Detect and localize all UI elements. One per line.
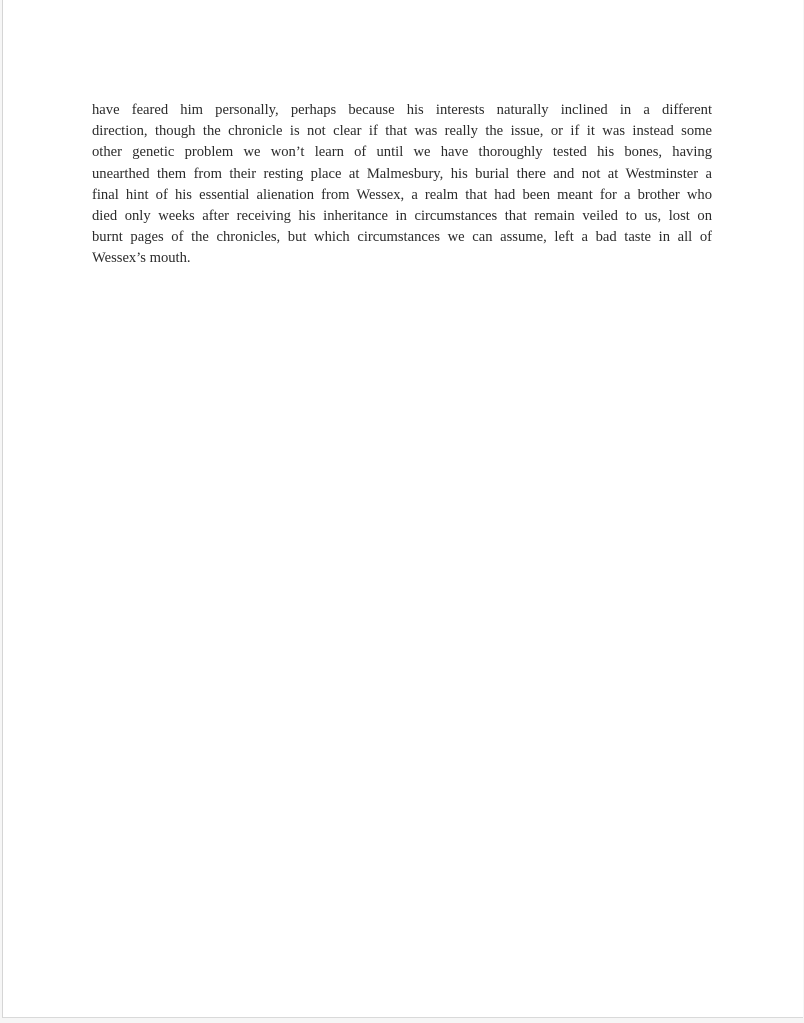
text-line: unearthed them from their resting place at Malmesbury, his burial there and not at Westminster a bbox=[92, 165, 712, 182]
text-line: Wessex’s mouth. bbox=[92, 250, 191, 267]
body-text-paragraph bbox=[92, 100, 712, 270]
text-line: died only weeks after receiving his inheritance in circumstances that remain veiled to us, lost on bbox=[92, 208, 712, 225]
document-page bbox=[2, 0, 803, 1018]
text-line: burnt pages of the chronicles, but which circumstances we can assume, left a bad taste in all of bbox=[92, 229, 712, 246]
text-line: have feared him personally, perhaps because his interests naturally inclined in a different bbox=[92, 102, 712, 118]
text-line: other genetic problem we won’t learn of until we have thoroughly tested his bones, having bbox=[92, 144, 712, 161]
text-line: direction, though the chronicle is not clear if that was really the issue, or if it was instead some bbox=[92, 123, 712, 140]
text-line: final hint of his essential alienation from Wessex, a realm that had been meant for a brother who bbox=[92, 186, 712, 203]
